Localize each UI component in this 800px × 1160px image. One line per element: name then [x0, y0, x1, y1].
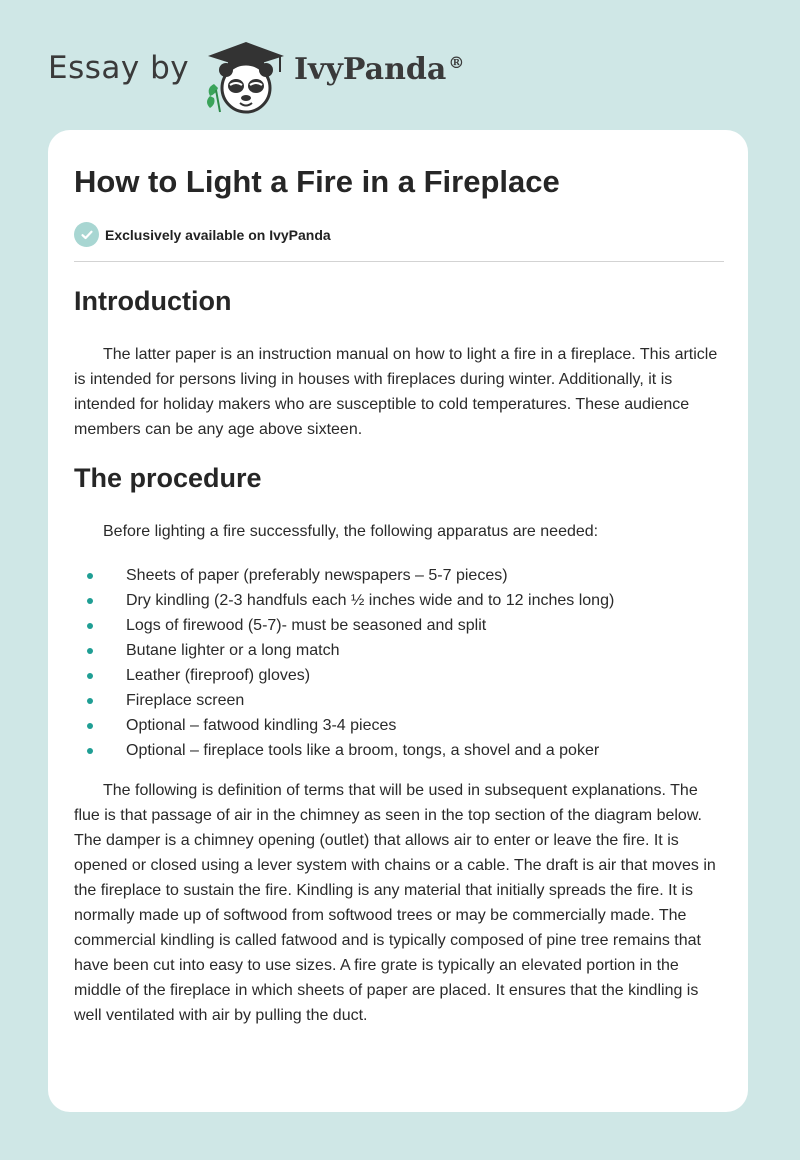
page-title: How to Light a Fire in a Fireplace — [74, 164, 560, 199]
panda-logo-icon — [200, 38, 292, 116]
brand-prefix: Essay by — [48, 50, 190, 86]
list-item: Dry kindling (2-3 handfuls each ½ inches wide and to 12 inches long) — [74, 588, 724, 613]
check-circle-icon — [74, 222, 99, 247]
procedure-heading: The procedure — [74, 463, 262, 493]
list-item: Leather (fireproof) gloves) — [74, 663, 724, 688]
intro-paragraph: The latter paper is an instruction manual on how to light a fire in a fireplace. This article is intended for persons living in houses with fireplaces during winter. Additionally, it is intended for holiday makers who are susceptible to cold temperatures. These audience members can be any age above sixteen. — [74, 346, 718, 438]
document-card — [48, 130, 748, 1112]
intro-heading: Introduction — [74, 286, 232, 316]
procedure-lead: Before lighting a fire successfully, the following apparatus are needed: — [103, 523, 599, 540]
list-item: Fireplace screen — [74, 688, 724, 713]
badge-text: Exclusively available on IvyPanda — [105, 226, 331, 243]
list-item: Optional – fireplace tools like a broom, tongs, a shovel and a poker — [74, 738, 724, 763]
list-item: Logs of firewood (5-7)- must be seasoned and split — [74, 613, 724, 638]
list-item: Butane lighter or a long match — [74, 638, 724, 663]
brand-header — [48, 30, 508, 110]
list-item: Optional – fatwood kindling 3-4 pieces — [74, 713, 724, 738]
apparatus-list — [74, 563, 724, 763]
list-item: Sheets of paper (preferably newspapers – 5-7 pieces) — [74, 563, 724, 588]
divider — [74, 261, 724, 262]
definitions-paragraph: The following is definition of terms that will be used in subsequent explanations. The flue is that passage of air in the chimney as seen in the top section of the diagram below. The damper is a chimney opening (outlet) that allows air to enter or leave the fire. It is opened or closed using a lever system with chains or a cable. The draft is air that moves in the fireplace to sustain the fire. Kindling is any material that initially spreads the fire. It is normally made up of softwood from softwood trees or may be commercially made. The commercial kindling is called fatwood and is typically composed of pine tree remains that have been cut into easy to use sizes. A fire grate is typically an elevated portion in the middle of the fireplace in which sheets of paper are placed. It ensures that the kindling is well ventilated with air by pulling the duct. — [74, 782, 716, 1024]
brand-name: IvyPanda ® — [294, 52, 465, 87]
exclusive-badge — [74, 222, 331, 247]
